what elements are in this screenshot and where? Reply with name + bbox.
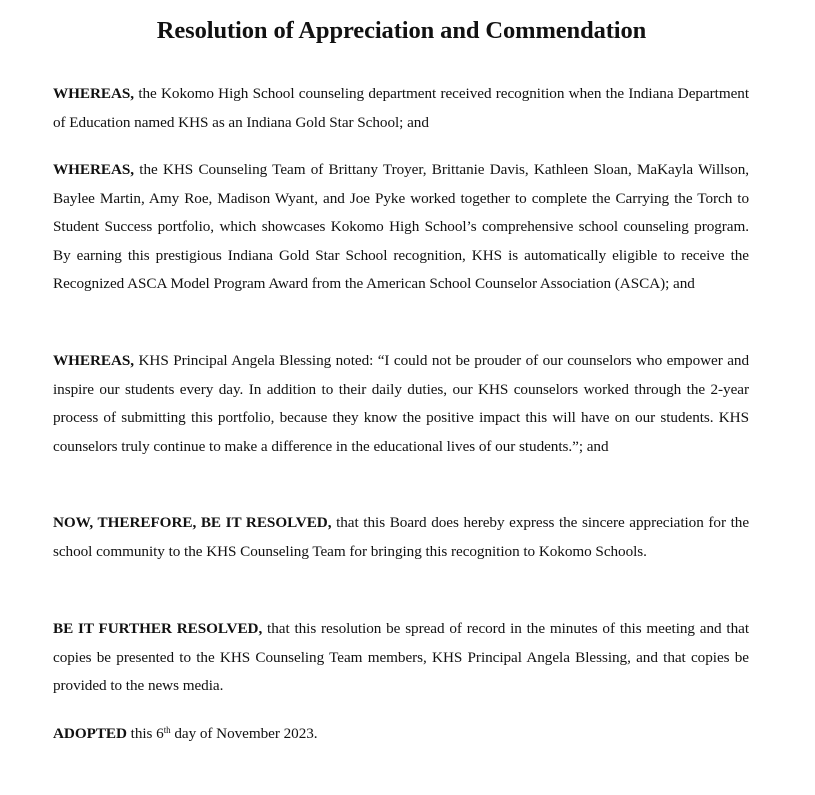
paragraph-text: the Kokomo High School counseling department received recognition when the Indiana Department of Education named KHS as an Indiana Gold Star School; and — [53, 85, 749, 131]
paragraph-text: KHS Principal Angela Blessing noted: “I could not be prouder of our counselors who empower and inspire our students every day. In addition to their daily duties, our KHS counselors worked through the 2-year process of submitting this portfolio, because they know the positive impact this will have on our students. KHS counselors truly continue to make a difference in the educational lives of our students.”; and — [53, 352, 749, 455]
paragraph-lead: WHEREAS, — [53, 85, 135, 102]
paragraph-lead: WHEREAS, — [53, 161, 135, 178]
adopted-line — [53, 720, 749, 749]
resolved-paragraph — [53, 509, 749, 566]
further-resolved-paragraph — [53, 615, 749, 701]
adopted-text-before: this 6 — [126, 725, 164, 742]
paragraph-text: that this resolution be spread of record in the minutes of this meeting and that copies be presented to the KHS Counseling Team members, KHS Principal Angela Blessing, and that copies be provided to the news media. — [53, 620, 749, 695]
paragraph-text: the KHS Counseling Team of Brittany Troyer, Brittanie Davis, Kathleen Sloan, MaKayla Willson, Baylee Martin, Amy Roe, Madison Wyant, and Joe Pyke worked together to complete the Carrying the Torch to Student Success portfolio, which showcases Kokomo High School’s comprehensive school counseling program. By earning this prestigious Indiana Gold Star School recognition, KHS is automatically eligible to receive the Recognized ASCA Model Program Award from the American School Counselor Association (ASCA); and — [53, 161, 749, 293]
whereas-paragraph-2 — [53, 156, 749, 299]
paragraph-text: that this Board does hereby express the sincere appreciation for the school community to the KHS Counseling Team for bringing this recognition to Kokomo Schools. — [53, 514, 750, 560]
document-title: Resolution of Appreciation and Commendation — [156, 17, 647, 44]
paragraph-lead: NOW, THEREFORE, BE IT RESOLVED, — [53, 514, 332, 531]
whereas-paragraph-3 — [53, 347, 749, 461]
adopted-lead: ADOPTED — [53, 725, 127, 742]
ordinal-suffix: th — [163, 725, 171, 735]
adopted-text-after: day of November 2023. — [170, 725, 318, 742]
paragraph-lead: BE IT FURTHER RESOLVED, — [53, 620, 263, 637]
paragraph-lead: WHEREAS, — [53, 352, 135, 369]
whereas-paragraph-1 — [53, 80, 749, 137]
